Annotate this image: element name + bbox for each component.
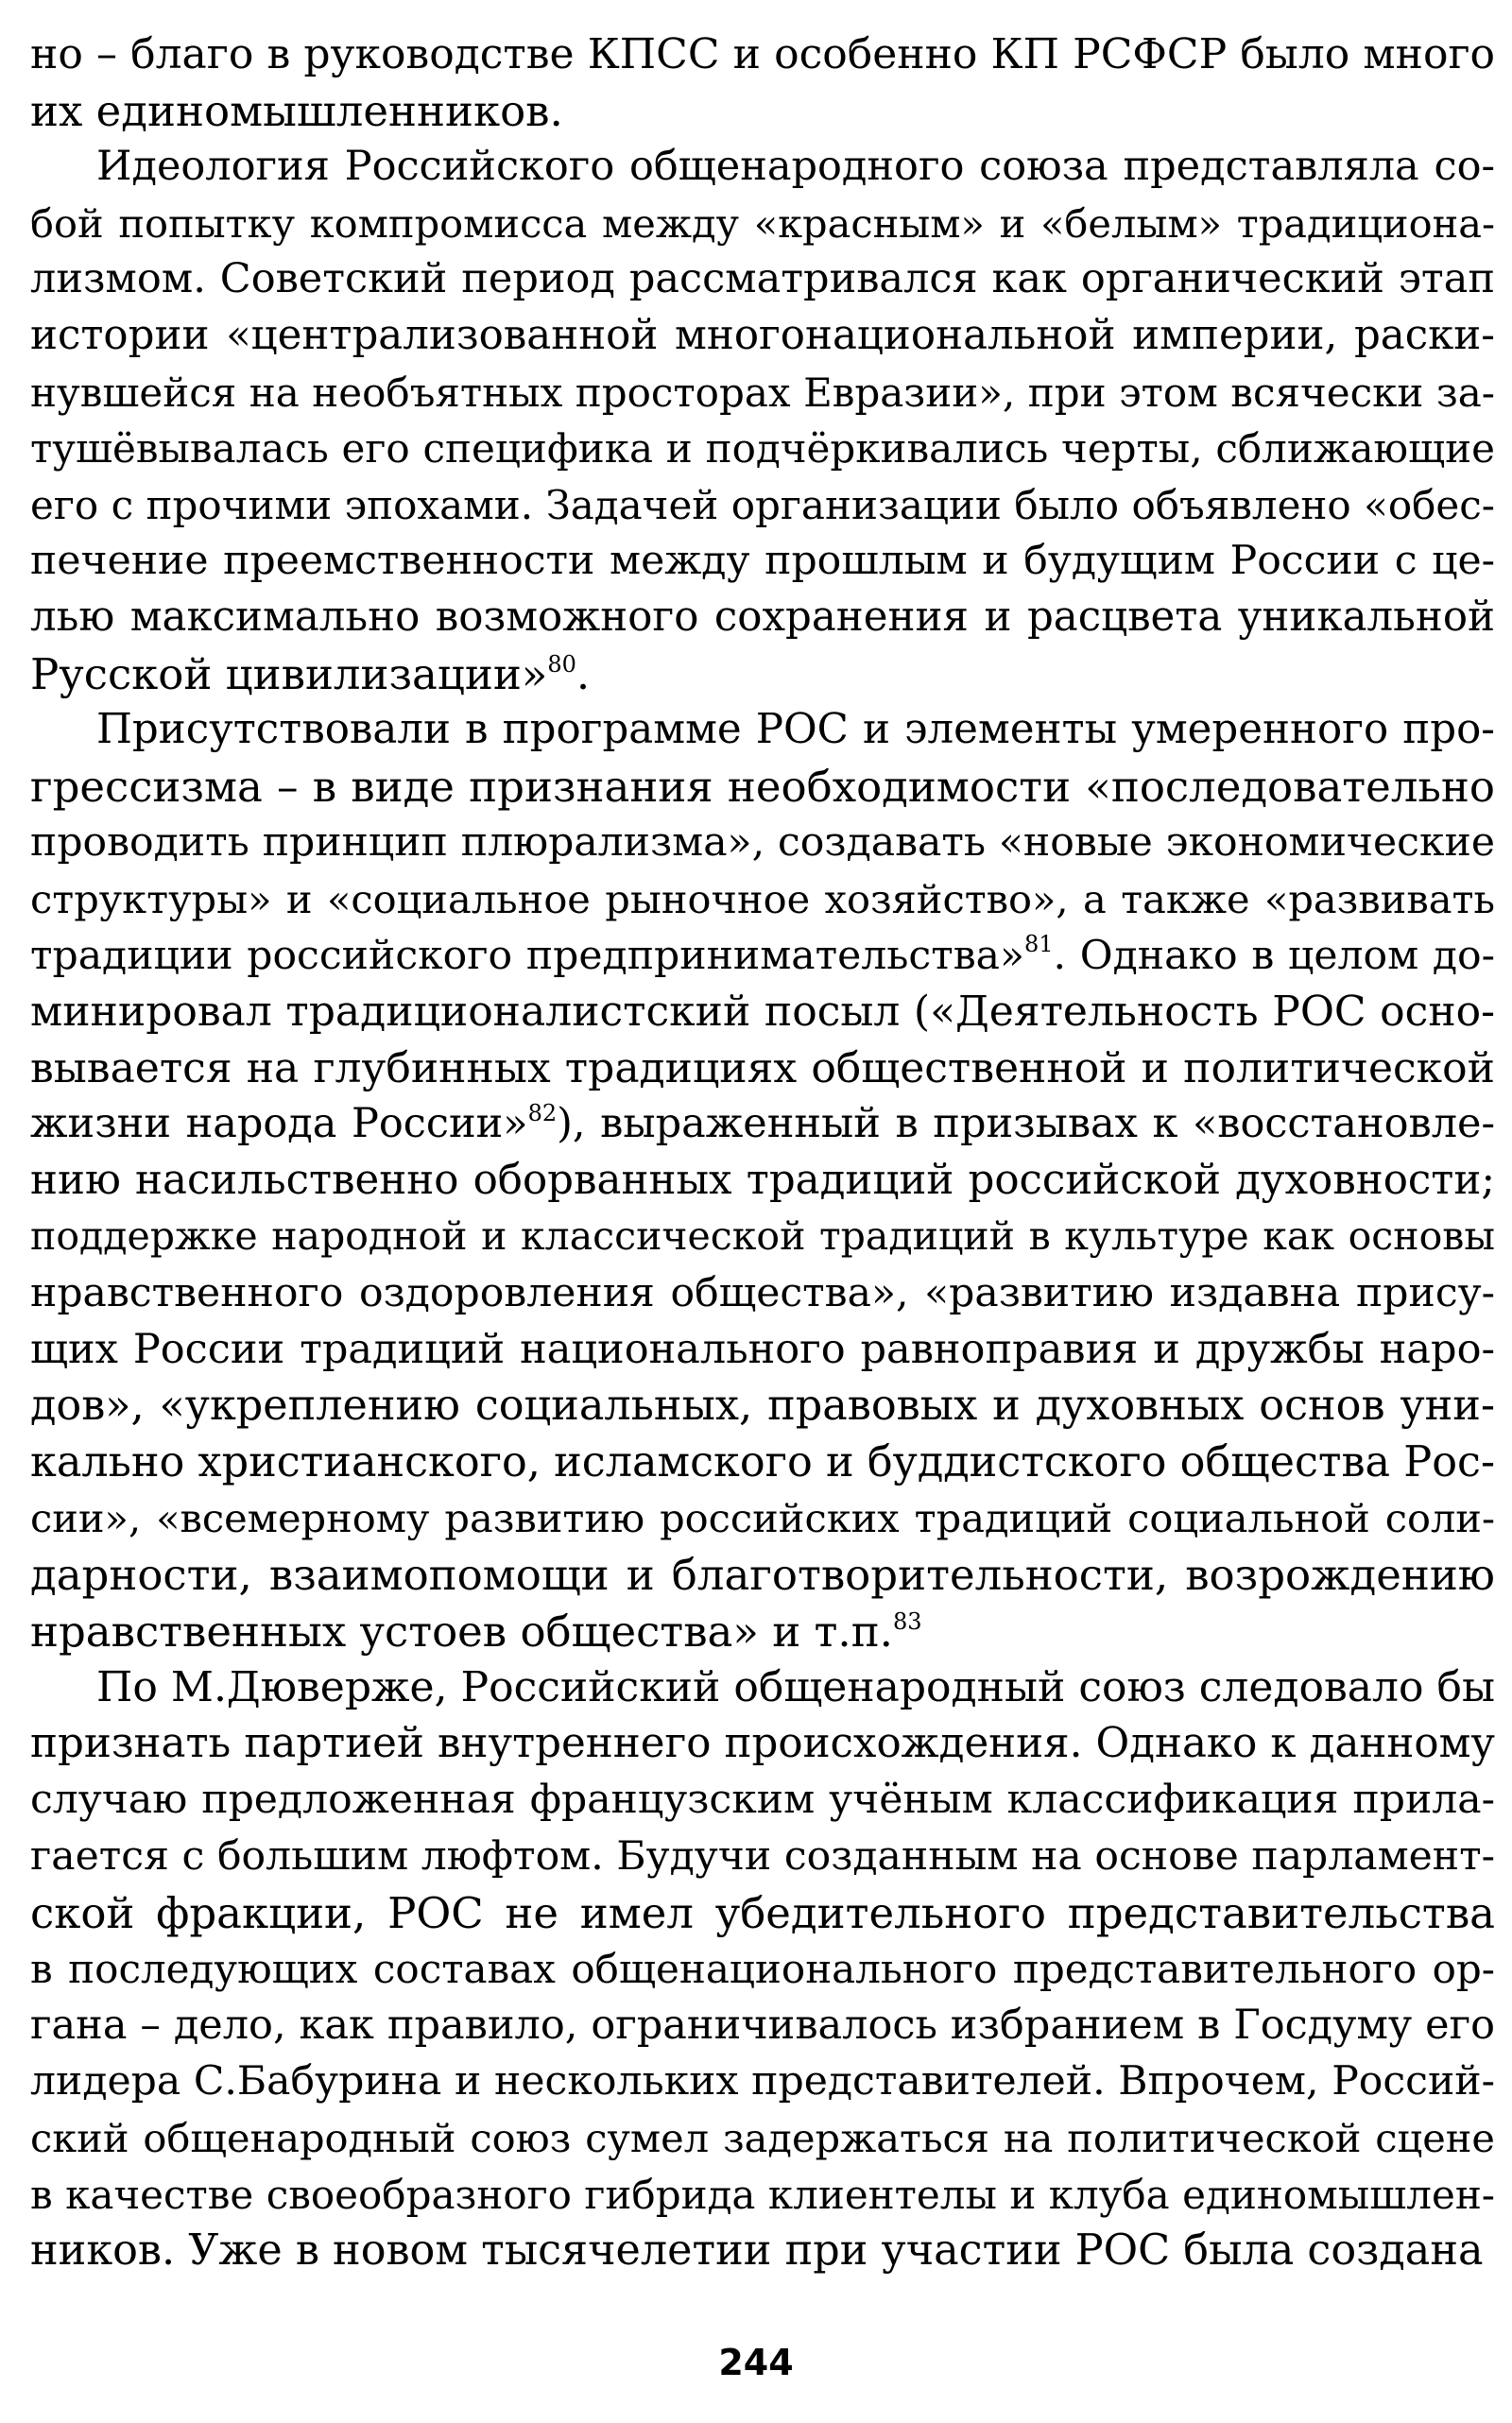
line-text: традиции российского предпринимательства»	[30, 932, 1024, 979]
line-text: Идеология Российского общенародного союза представляла со-	[96, 143, 1495, 191]
line-text: нравственного оздоровления общества», «развитию издавна прису-	[30, 1270, 1495, 1317]
line-text: сии», «всемерному развитию российских традиций социальной соли-	[30, 1495, 1495, 1542]
text-line	[30, 365, 1495, 421]
text-line	[30, 1378, 1495, 1435]
line-text: Русской цивилизации»	[30, 648, 548, 699]
paragraph	[30, 702, 1495, 1659]
text-line	[30, 646, 1495, 703]
text-line	[30, 1153, 1495, 1210]
text-line	[30, 1716, 1495, 1773]
line-text: признать партией внутреннего происхождения. Однако к данному	[30, 1719, 1495, 1767]
text-line	[30, 759, 1495, 816]
page-body	[30, 26, 1495, 2279]
line-text: печение преемственности между прошлым и будущим России с це-	[30, 538, 1495, 585]
line-text: нравственных устоев общества» и т.п.	[30, 1606, 893, 1657]
text-line	[30, 1209, 1495, 1265]
line-text: Присутствовали в программе РОС и элементы умеренного про-	[96, 706, 1495, 754]
line-text: дарности, взаимопомощи и благотворительности, возрождению	[30, 1550, 1495, 1601]
text-line	[30, 815, 1495, 871]
text-line	[30, 702, 1495, 759]
line-text: По М.Дюверже, Российский общенародный союз следовало бы	[96, 1663, 1495, 1712]
text-line	[30, 533, 1495, 590]
line-text: минировал традиционалистский посыл («Деятельность РОС осно-	[30, 988, 1495, 1037]
text-line	[30, 1998, 1495, 2054]
line-text: нию насильственно оборванных традиций российской духовности;	[30, 1156, 1495, 1204]
text-line	[30, 1772, 1495, 1829]
line-text: их единомышленников.	[30, 85, 563, 136]
text-line	[30, 1547, 1495, 1604]
line-text: бой попытку компромисса между «красным» и «белым» традициона-	[30, 199, 1495, 247]
line-text: его с прочими эпохами. Задачей организации было объявлено «обес-	[30, 481, 1495, 528]
line-text: кально христианского, исламского и буддистского общества Рос-	[30, 1437, 1495, 1486]
text-line	[30, 421, 1495, 477]
line-text: случаю предложенная французским учёным классификация прила-	[30, 1777, 1495, 1824]
line-text: дов», «укреплению социальных, правовых и духовных основ уни-	[30, 1382, 1495, 1431]
line-text: ников. Уже в новом тысячелетии при участии РОС была создана	[30, 2226, 1484, 2276]
line-text: но – благо в руководстве КПСС и особенно КП РСФСР было много	[30, 30, 1495, 78]
line-text: нувшейся на необъятных просторах Евразии», при этом всячески за-	[30, 369, 1495, 416]
line-text: щих России традиций национального равноправия и дружбы наро-	[30, 1325, 1495, 1373]
text-line	[30, 1659, 1495, 1716]
text-line	[30, 2223, 1495, 2279]
page-number: 244	[718, 2342, 794, 2383]
line-text-after-footnote: . Однако в целом до-	[1053, 932, 1495, 979]
text-line	[30, 2110, 1495, 2167]
line-text: лидера С.Бабурина и нескольких представителей. Впрочем, Россий-	[30, 2058, 1495, 2105]
line-text: в последующих составах общенационального представительного ор-	[30, 1946, 1495, 1993]
line-text: лизмом. Советский период рассматривался как органический этап	[30, 255, 1495, 303]
footnote-marker: 81	[1024, 931, 1054, 958]
text-line	[30, 1604, 1495, 1660]
line-text: в качестве своеобразного гибрида клиентелы и клуба единомышлен-	[30, 2171, 1495, 2218]
line-text: проводить принцип плюрализма», создавать «новые экономические	[30, 819, 1495, 867]
text-line	[30, 308, 1495, 365]
text-line	[30, 1096, 1495, 1153]
line-text: гается с большим люфтом. Будучи созданным на основе парламент-	[30, 1833, 1495, 1880]
footnote-marker: 80	[547, 650, 576, 678]
footnote-marker: 83	[893, 1607, 922, 1635]
line-text-after-footnote: .	[576, 648, 591, 699]
line-text: лью максимально возможного сохранения и расцвета уникальной	[30, 593, 1495, 641]
paragraph	[30, 139, 1495, 702]
line-text: вывается на глубинных традициях общественной и политической	[30, 1043, 1495, 1092]
text-line	[30, 590, 1495, 646]
text-line	[30, 1435, 1495, 1491]
text-line	[30, 196, 1495, 252]
text-line	[30, 1265, 1495, 1322]
text-line	[30, 1490, 1495, 1547]
line-text: тушёвывалась его специфика и подчёркивались черты, сближающие	[30, 425, 1495, 473]
text-line	[30, 2167, 1495, 2224]
footnote-marker: 82	[527, 1099, 558, 1126]
line-text: жизни народа России»	[30, 1100, 528, 1148]
line-text: гана – дело, как правило, ограничивалось избранием в Госдуму его	[30, 2001, 1495, 2049]
line-text: поддержке народной и классической традиций в культуре как основы	[30, 1213, 1495, 1260]
paragraph	[30, 26, 1495, 139]
text-line	[30, 26, 1495, 83]
text-line	[30, 928, 1495, 985]
text-line	[30, 83, 1495, 140]
text-line	[30, 871, 1495, 928]
paragraph	[30, 1659, 1495, 2279]
text-line	[30, 1829, 1495, 1885]
text-line	[30, 1885, 1495, 1942]
text-line	[30, 251, 1495, 308]
line-text: структуры» и «социальное рыночное хозяйство», а также «развивать	[30, 875, 1495, 922]
text-line	[30, 984, 1495, 1040]
line-text: грессизма – в виде признания необходимости «последовательно	[30, 761, 1495, 812]
text-line	[30, 139, 1495, 196]
line-text: истории «централизованной многонациональной империи, раски-	[30, 311, 1495, 359]
line-text: ской фракции, РОС не имел убедительного представительства	[30, 1887, 1495, 1938]
text-line	[30, 1322, 1495, 1379]
text-line	[30, 1040, 1495, 1097]
text-line	[30, 1941, 1495, 1998]
line-text: ский общенародный союз сумел задержаться на политической сцене	[30, 2114, 1495, 2161]
text-line	[30, 477, 1495, 534]
text-line	[30, 2054, 1495, 2110]
line-text-after-footnote: ), выраженный в призывах к «восстановле-	[557, 1100, 1495, 1148]
